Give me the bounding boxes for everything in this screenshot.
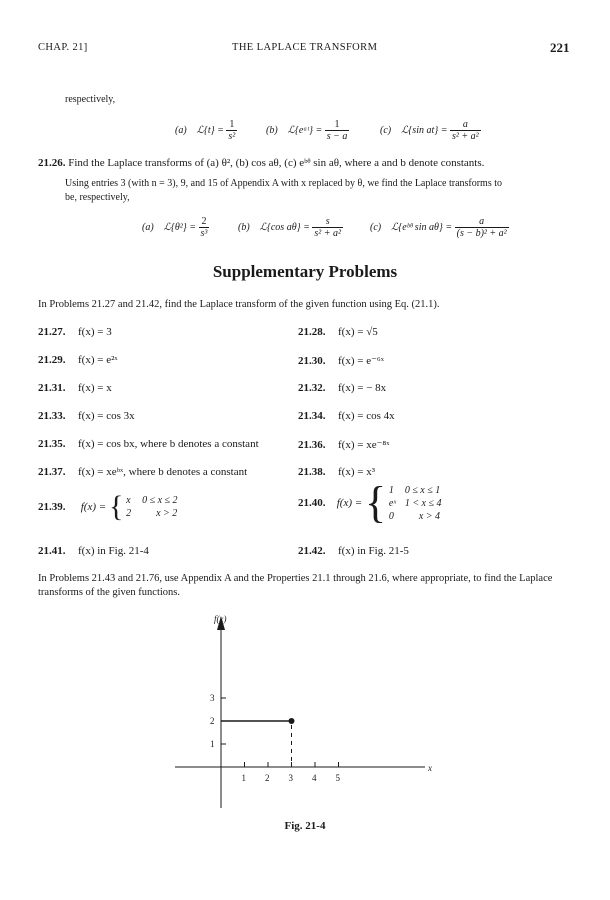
problem-number: 21.38. [298, 466, 326, 478]
problem-21-41: 21.41. f(x) in Fig. 21-4 [38, 545, 149, 557]
sol-eq-c-lhs: ℒ{eᵇᶿ sin aθ} = [391, 221, 453, 233]
problem-21-26 [38, 157, 484, 169]
problem-number: 21.31. [38, 382, 66, 394]
problem-number: 21.32. [298, 382, 326, 394]
sol-eq-a-lhs: ℒ{θ²} = [163, 221, 197, 233]
page-number: 221 [550, 40, 570, 55]
problem-21-34 [298, 410, 395, 422]
piecewise-cases: 1 0 ≤ x ≤ 1 eˣ 1 < x ≤ 4 0 x > 4 [388, 484, 442, 522]
x-tick-label-1: 1 [241, 773, 246, 783]
y-axis-label: f(x) [214, 614, 227, 624]
prev-eq-a-fraction: $\frac{1}{\text{s²}}$ [228, 119, 236, 142]
problem-number: 21.27. [38, 326, 66, 338]
piecewise-cases: x 0 ≤ x ≤ 2 2 x > 2 [126, 495, 178, 519]
problem-expression: f(x) = e⁻⁶ˣ [338, 355, 384, 367]
sol-eq-b [238, 216, 343, 239]
problem-number: 21.34. [298, 410, 326, 422]
sol-eq-a-fraction: $\frac{2}{\text{s³}}$ [200, 216, 208, 239]
x-axis-label: x [428, 763, 432, 773]
problem-expression: f(x) = cos 4x [338, 410, 395, 422]
problem-number: 21.36. [298, 439, 326, 451]
problem-21-36 [298, 438, 389, 451]
prev-eq-b-lhs: ℒ{eᵃᵗ} = [287, 124, 323, 136]
sol-eq-c-label: (c) [370, 221, 382, 233]
piecewise-lhs: f(x) = [80, 501, 107, 513]
sol-eq-c [370, 216, 509, 239]
problem-21-27 [38, 326, 112, 338]
solution-line-1: Using entries 3 (with n = 3), 9, and 15 of Appendix A with x replaced by θ, we find the Laplace transforms to [65, 178, 503, 189]
problem-21-29 [38, 354, 118, 366]
problem-21-33 [38, 410, 135, 422]
x-tick-label-3: 3 [288, 773, 293, 783]
problem-expression: f(x) = e²ˣ [78, 354, 118, 366]
prev-eq-a-lhs: ℒ{t} = [196, 124, 224, 136]
header-title: THE LAPLACE TRANSFORM [232, 42, 378, 53]
problem-expression: f(x) = x³ [338, 466, 375, 478]
problem-number: 21.28. [298, 326, 326, 338]
problem-21-28 [298, 326, 378, 338]
problem-number: 21.29. [38, 354, 66, 366]
problem-21-30 [298, 354, 384, 367]
respectively-text: respectively, [65, 94, 116, 105]
problem-number: 21.40. [298, 496, 326, 509]
problem-21-40 [298, 478, 442, 527]
prev-eq-c [380, 119, 481, 142]
sol-eq-b-label: (b) [238, 221, 250, 233]
intro2-line-1: In Problems 21.43 and 21.76, use Appendix A and the Properties 21.1 through 21.6, where appropriate, to find the Laplace [38, 573, 553, 584]
sol-eq-c-fraction: $\frac{a}{\text{(s − b)² + a²}}$ [456, 216, 507, 239]
brace: { [108, 490, 124, 523]
problem-number: 21.37. [38, 466, 66, 478]
solution-line-2: be, respectively, [65, 192, 130, 203]
sol-eq-b-lhs: ℒ{cos aθ} = [259, 221, 310, 233]
problem-21-38 [298, 466, 375, 478]
prev-eq-c-fraction: $\frac{a}{\text{s² + a²}}$ [452, 119, 479, 142]
problem-21-31 [38, 382, 112, 394]
y-tick-label-2: 2 [210, 716, 215, 726]
figure-21-4 [0, 600, 610, 840]
intro2-line-2: transforms of the given functions. [38, 587, 181, 598]
prev-eq-a [175, 119, 237, 142]
sol-eq-a [142, 216, 209, 239]
x-tick-label-2: 2 [265, 773, 270, 783]
problem-21-37 [38, 466, 247, 478]
problem-number: 21.33. [38, 410, 66, 422]
problem-expression: f(x) = xeᵇˣ, where b denotes a constant [78, 466, 248, 478]
prev-eq-b-fraction: $\frac{1}{s - a}$ [326, 119, 348, 142]
problem-21-32 [298, 382, 386, 394]
y-tick-label-3: 3 [210, 693, 215, 703]
problem-number: 21.26. [38, 157, 66, 169]
problem-21-42: 21.42. f(x) in Fig. 21-5 [298, 545, 409, 557]
problem-number: 21.39. [38, 500, 66, 513]
problem-expression: f(x) = 3 [78, 326, 112, 338]
problem-21-39 [38, 492, 178, 522]
sol-eq-b-fraction: $\frac{s}{\text{s² + a²}}$ [314, 216, 342, 239]
problem-expression: f(x) = cos 3x [78, 410, 135, 422]
problem-expression: f(x) = xe⁻⁸ˣ [338, 439, 390, 451]
section-heading: Supplementary Problems [212, 262, 398, 281]
piecewise-lhs: f(x) = [336, 497, 363, 509]
x-tick-label-4: 4 [312, 773, 317, 783]
problem-expression: f(x) = √5 [338, 326, 378, 338]
problem-statement: Find the Laplace transforms of (a) θ², (b) cos aθ, (c) eᵇᶿ sin aθ, where a and b denote constants. [68, 157, 485, 169]
prev-eq-b-label: (b) [266, 124, 278, 136]
problem-number: 21.35. [38, 438, 66, 450]
prev-eq-a-label: (a) [175, 124, 187, 136]
problem-expression: f(x) = − 8x [338, 382, 387, 394]
series-endpoint [289, 718, 295, 724]
x-tick-label-5: 5 [335, 773, 340, 783]
prev-eq-c-label: (c) [380, 124, 392, 136]
problem-21-35 [38, 438, 259, 450]
problem-number: 21.30. [298, 355, 326, 367]
header-chapter: CHAP. 21] [38, 42, 88, 53]
problem-expression: f(x) = x [78, 382, 112, 394]
y-tick-label-1: 1 [210, 739, 215, 749]
prev-eq-c-lhs: ℒ{sin at} = [401, 124, 448, 136]
problem-expression: f(x) = cos bx, where b denotes a constant [78, 438, 259, 450]
intro-text: In Problems 21.27 and 21.42, find the Laplace transform of the given function using Eq. (21.1). [38, 299, 440, 310]
figure-caption: Fig. 21-4 [284, 820, 326, 832]
prev-eq-b [266, 119, 349, 142]
sol-eq-a-label: (a) [142, 221, 154, 233]
brace: { [364, 478, 387, 527]
